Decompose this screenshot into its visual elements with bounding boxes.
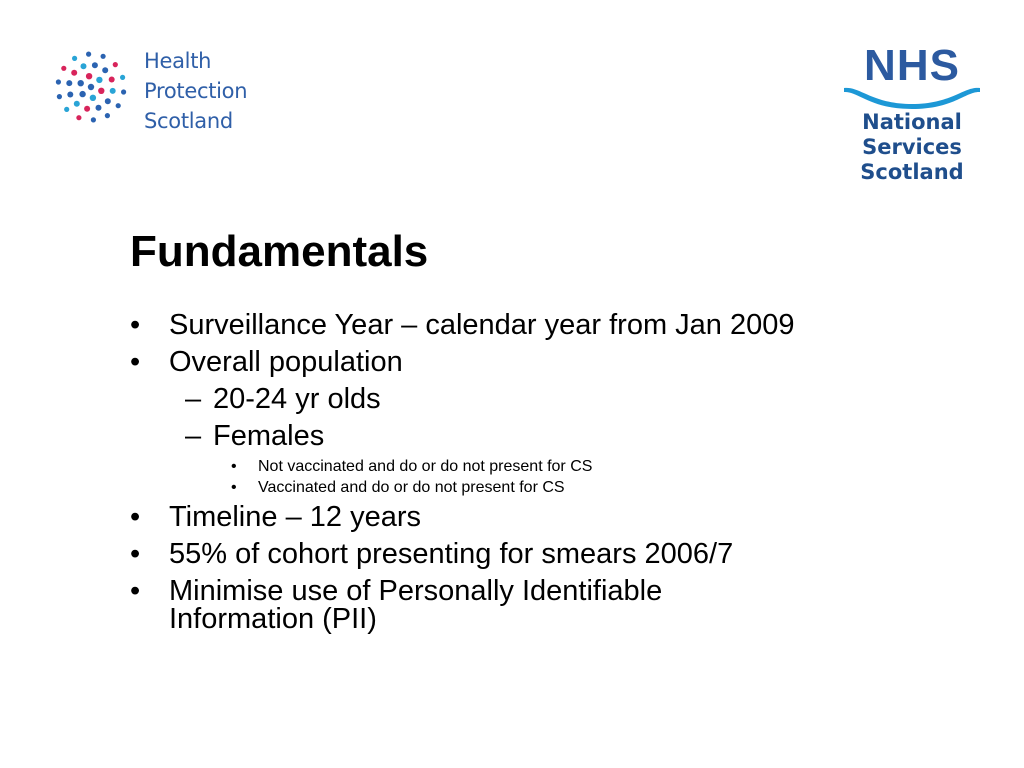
nhs-logo-line-3: Scotland	[860, 160, 964, 184]
hps-dot	[76, 115, 81, 120]
hps-dot	[109, 77, 115, 83]
hps-dot	[56, 79, 61, 84]
hps-logo-line-1: Health	[144, 49, 212, 73]
hps-dot	[78, 80, 84, 86]
hps-dot	[67, 92, 73, 98]
hps-dot	[96, 77, 102, 83]
bullet-text: Timeline – 12 years	[169, 501, 421, 533]
hps-dot	[71, 70, 77, 76]
sub-sub-bullet-marker: •	[231, 479, 237, 496]
bullet-marker: •	[130, 309, 141, 341]
hps-dot	[81, 63, 87, 69]
bullet-text-line-2: Information (PII)	[169, 603, 377, 635]
bullet-text: Surveillance Year – calendar year from Jan 2009	[169, 309, 795, 341]
hps-dot	[105, 98, 111, 104]
sub-sub-bullet-marker: •	[231, 458, 237, 475]
hps-logo-line-3: Scotland	[144, 109, 233, 133]
hps-dot	[98, 88, 104, 94]
sub-bullet-text: 20-24 yr olds	[213, 383, 381, 415]
bullet-marker: •	[130, 501, 141, 533]
hps-dot	[64, 107, 69, 112]
bullet-text: Overall population	[169, 346, 403, 378]
sub-sub-bullet-text: Not vaccinated and do or do not present for CS	[258, 458, 593, 475]
hps-dot	[84, 106, 90, 112]
nhs-logo-line-2: Services	[862, 135, 962, 159]
hps-dot	[105, 113, 110, 118]
hps-logo-text	[144, 46, 247, 136]
hps-logo-line-2: Protection	[144, 79, 248, 103]
sub-bullet-marker: –	[185, 420, 202, 452]
bullet-text: 55% of cohort presenting for smears 2006/7	[169, 538, 734, 570]
hps-dot	[96, 105, 102, 111]
health-protection-scotland-logo	[50, 46, 270, 136]
hps-dot	[110, 88, 116, 94]
hps-dot	[116, 103, 121, 108]
hps-dot	[86, 52, 91, 57]
hps-dot	[72, 56, 77, 61]
hps-dot	[74, 101, 80, 107]
slide-title: Fundamentals	[130, 227, 429, 276]
hps-dot	[86, 73, 92, 79]
hps-dot	[113, 62, 118, 67]
hps-dot	[101, 54, 106, 59]
bullet-marker: •	[130, 575, 141, 607]
nhs-wave-icon	[842, 82, 982, 112]
hps-dot	[88, 84, 94, 90]
sub-bullet-text: Females	[213, 420, 325, 452]
hps-dot	[90, 95, 96, 101]
hps-dot	[79, 91, 85, 97]
hps-dot	[120, 75, 125, 80]
hps-dot	[121, 89, 126, 94]
hps-dot	[57, 94, 62, 99]
hps-dot	[61, 66, 66, 71]
bullet-marker: •	[130, 346, 141, 378]
nhs-mark: NHS	[864, 41, 960, 90]
sub-bullet-marker: –	[185, 383, 202, 415]
hps-dot	[91, 117, 96, 122]
nhs-logo-text	[842, 110, 982, 185]
hps-dot	[102, 67, 108, 73]
sub-sub-bullet-text: Vaccinated and do or do not present for CS	[258, 479, 565, 496]
hps-dot	[92, 62, 98, 68]
bullet-marker: •	[130, 538, 141, 570]
nhs-logo-line-1: National	[862, 110, 962, 134]
nhs-national-services-scotland-logo	[842, 42, 982, 187]
bullet-text-line-1: Minimise use of Personally Identifiable	[169, 575, 663, 607]
hps-dot	[66, 80, 72, 86]
hps-dots-icon	[50, 46, 132, 128]
